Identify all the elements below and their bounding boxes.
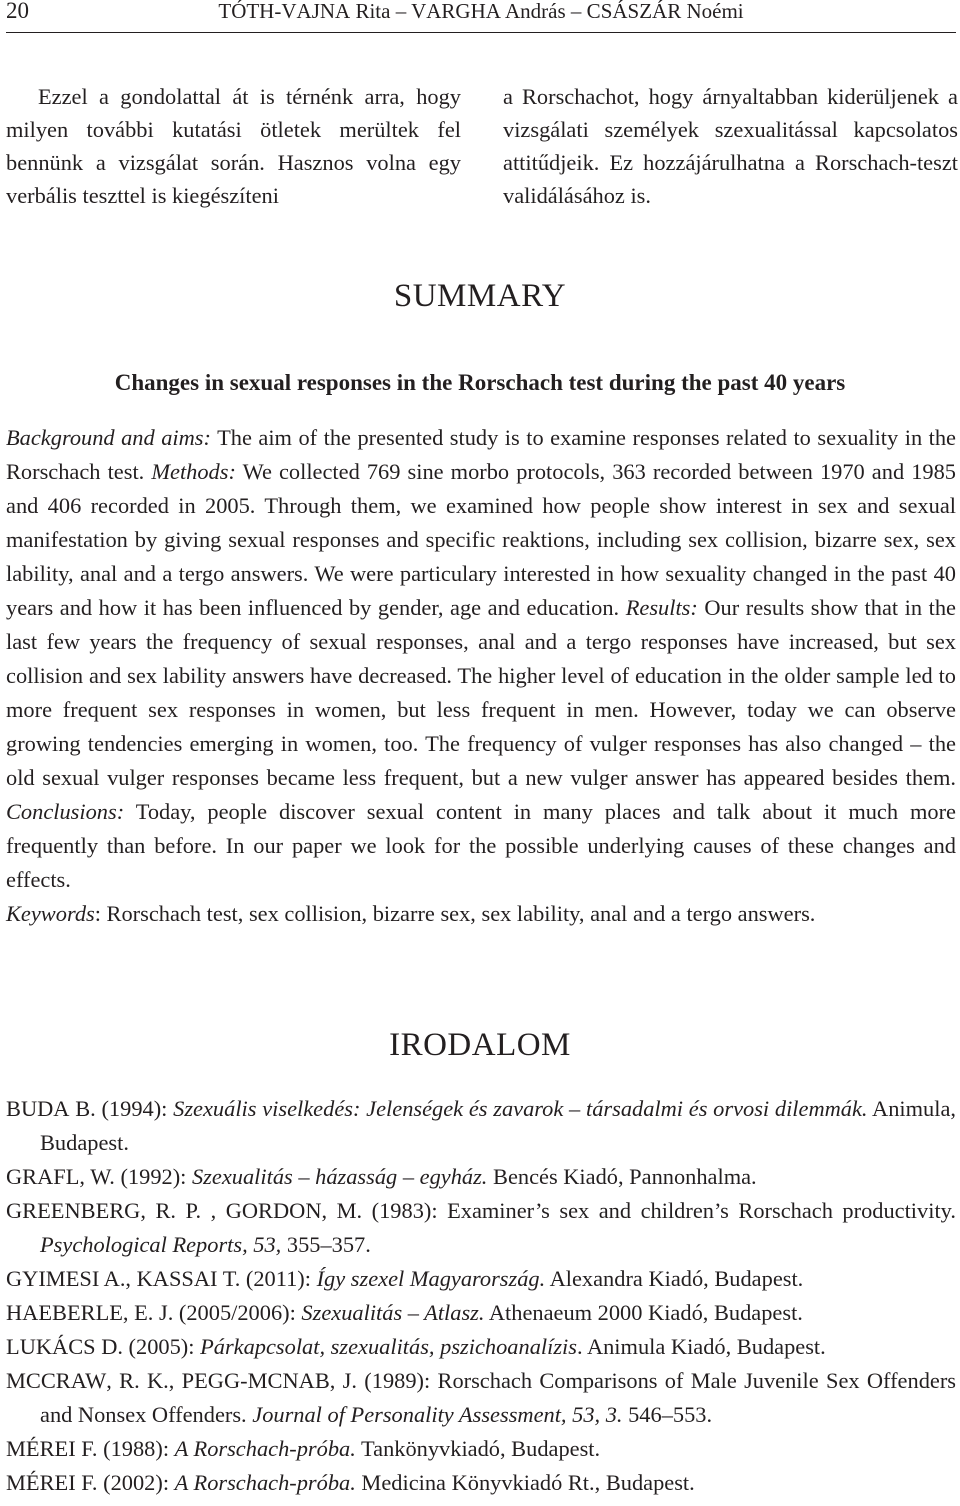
reference-item: HAEBERLE, E. J. (2005/2006): Szexualitás – Atlasz. Athenaeum 2000 Kiadó, Budapest. bbox=[6, 1300, 803, 1325]
author-separator: – bbox=[390, 0, 412, 23]
reference-item: LUKÁCS D. (2005): Párkapcsolat, szexualitás, pszichoanalízis. Animula Kiadó, Budapest. bbox=[6, 1334, 826, 1359]
author-toth-vajna: TÓTH-VAJNA Rita bbox=[218, 0, 391, 23]
keywords-label: Keywords bbox=[6, 901, 95, 926]
reference-item: GRAFL, W. (1992): Szexualitás – házasság – egyház. Bencés Kiadó, Pannonhalma. bbox=[6, 1164, 757, 1189]
reference-item: MÉREI F. (1988): A Rorschach-próba. Tankönyvkiadó, Budapest. bbox=[6, 1436, 601, 1461]
intro-right-column: a Rorschachot, hogy árnyaltabban kiderüljenek a vizsgálati személyek szexualitással kapcsolatos attitűdjeik. Ez hozzájárulhatna a Rorschach-teszt validálásához is. bbox=[503, 84, 958, 208]
running-header bbox=[6, 0, 956, 33]
author-separator: – bbox=[565, 0, 587, 23]
reference-item: MÉREI F. (2002): A Rorschach-próba. Medicina Könyvkiadó Rt., Budapest. bbox=[6, 1470, 695, 1495]
label-background: Background and aims: bbox=[6, 425, 211, 450]
reference-item: BUDA B. (1994): Szexuális viselkedés: Jelenségek és zavarok – társadalmi és orvosi dilemmák. Animula, Budapest. bbox=[6, 1096, 956, 1155]
keywords-text: : Rorschach test, sex collision, bizarre sex, sex lability, anal and a tergo answers. bbox=[94, 901, 816, 926]
author-csaszar: CSÁSZÁR Noémi bbox=[586, 0, 744, 23]
summary-title: Changes in sexual responses in the Rorschach test during the past 40 years bbox=[114, 370, 846, 395]
references-heading: IRODALOM bbox=[389, 1027, 571, 1063]
reference-item: GYIMESI A., KASSAI T. (2011): Így szexel Magyarország. Alexandra Kiadó, Budapest. bbox=[6, 1266, 804, 1291]
reference-list bbox=[6, 1092, 956, 1500]
summary-heading: SUMMARY bbox=[393, 278, 567, 314]
running-title-authors bbox=[6, 0, 956, 24]
summary-abstract bbox=[6, 421, 956, 931]
label-conclusions: Conclusions: bbox=[6, 799, 125, 824]
keywords-line bbox=[6, 897, 956, 931]
abstract-body: Background and aims: The aim of the presented study is to examine responses related to sexuality in the Rorschach test. Methods: We collected 769 sine morbo protocols, 363 recorded between 1970 and 1985 and 406 recorded in 2005. Through them, we examined how people show interest in sex and sexual manifestation by giving sexual responses and specific reaktions, including sex collision, bizarre sex, sex lability, anal and a tergo answers. We were particulary interested in how sexuality changed in the past 40 years and how it has been influenced by gender, age and education. Results: Our results show that in the last few years the frequency of sexual responses, anal and a tergo responses have increased, but sex collision and sex lability answers have decreased. The higher level of education in the older sample led to more frequent sex responses in women, but less frequent in men. However, today we can observe growing tendencies emerging in women, too. The frequency of vulger responses has also changed – the old sexual vulger responses became less frequent, but a new vulger answer has appeared besides them. Conclusions: Today, people discover sexual content in many places and talk about it much more frequently than before. In our paper we look for the possible underlying causes of these changes and effects. bbox=[6, 425, 956, 892]
page-number: 20 bbox=[6, 0, 29, 23]
reference-item: GREENBERG, R. P. , GORDON, M. (1983): Examiner’s sex and children’s Rorschach productivity. Psychological Reports, 53, 355–357. bbox=[6, 1198, 957, 1257]
label-methods: Methods: bbox=[151, 459, 236, 484]
reference-item: MCCRAW, R. K., PEGG-MCNAB, J. (1989): Rorschach Comparisons of Male Juvenile Sex Offenders and Nonsex Offenders. Journal of Personality Assessment, 53, 3. 546–553. bbox=[6, 1368, 956, 1427]
author-vargha: VARGHA András bbox=[411, 0, 566, 23]
intro-left-column: Ezzel a gondolattal át is térnénk arra, hogy milyen további kutatási ötletek merültek fel bennünk a vizsgálat során. Hasznos volna egy verbális teszttel is kiegészíteni bbox=[6, 84, 461, 208]
label-results: Results: bbox=[625, 595, 698, 620]
